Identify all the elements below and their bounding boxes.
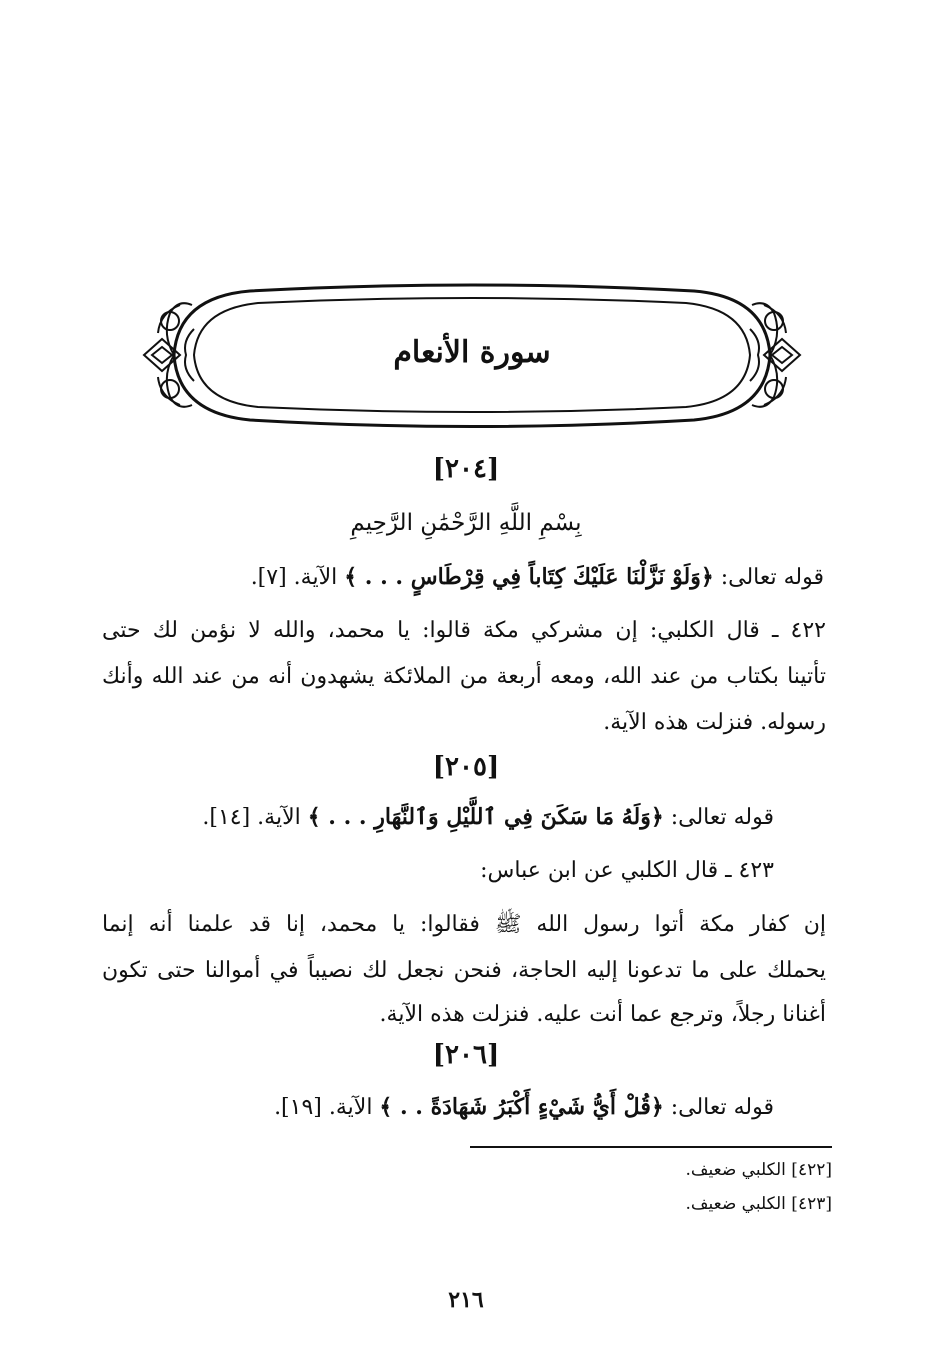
verse-quote: ﴿وَلَوْ نَزَّلْنَا عَلَيْكَ كِتَاباً فِي قِرْطَاسٍ . . . ﴾ [344,564,714,590]
verse-quote: ﴿قُلْ أَيُّ شَيْءٍ أَكْبَرُ شَهَادَةً . . ﴾ [379,1094,664,1120]
basmala: بِسْمِ اللَّهِ الرَّحْمَٰنِ الرَّحِيمِ [350,510,582,536]
narration-intro: ٤٢٣ ـ قال الكلبي عن ابن عباس: [480,858,774,883]
paragraph-line: أغنانا رجلاً، وترجع عما أنت عليه. فنزلت هذه الآية. [379,1002,826,1027]
section-number: [٢٠٤] [432,454,500,484]
paragraph-line: تأتينا بكتاب من عند الله، ومعه أربعة من الملائكة يشهدون أنه من عند الله وأنك [102,664,826,689]
verse-prefix: قوله تعالى: [663,1095,774,1120]
footnote: [٤٢٣] الكلبي ضعيف. [685,1194,832,1214]
verse-prefix: قوله تعالى: [663,805,774,830]
footnote-divider [470,1146,832,1148]
paragraph-line: ٤٢٢ ـ قال الكلبي: إن مشركي مكة قالوا: يا محمد، والله لا نؤمن لك حتى [102,618,826,643]
paragraph-line: إن كفار مكة أتوا رسول الله ﷺ فقالوا: يا محمد، إنا قد علمنا أنه إنما [102,912,826,937]
verse-suffix: الآية. [٧]. [250,565,345,590]
surah-title-banner [140,283,804,428]
paragraph-line: يحملك على ما تدعونا إليه الحاجة، فنحن نجعل لك نصيباً في أموالنا حتى تكون [102,958,826,983]
section-number: [٢٠٦] [432,1040,500,1070]
verse-line [251,562,824,593]
verse-line [274,1092,774,1123]
page-number: ٢١٦ [448,1287,484,1313]
paragraph-line: رسوله. فنزلت هذه الآية. [603,710,826,735]
surah-title: سورة الأنعام [393,335,551,370]
verse-quote: ﴿وَلَهُ مَا سَكَنَ فِي ٱللَّيْلِ وَٱلنَّهَارِ . . . ﴾ [307,804,664,830]
verse-line [202,802,774,833]
verse-suffix: الآية. [١٤]. [202,805,308,830]
verse-suffix: الآية. [١٩]. [274,1095,380,1120]
verse-prefix: قوله تعالى: [713,565,824,590]
footnote: [٤٢٢] الكلبي ضعيف. [685,1160,832,1180]
section-number: [٢٠٥] [432,752,500,782]
